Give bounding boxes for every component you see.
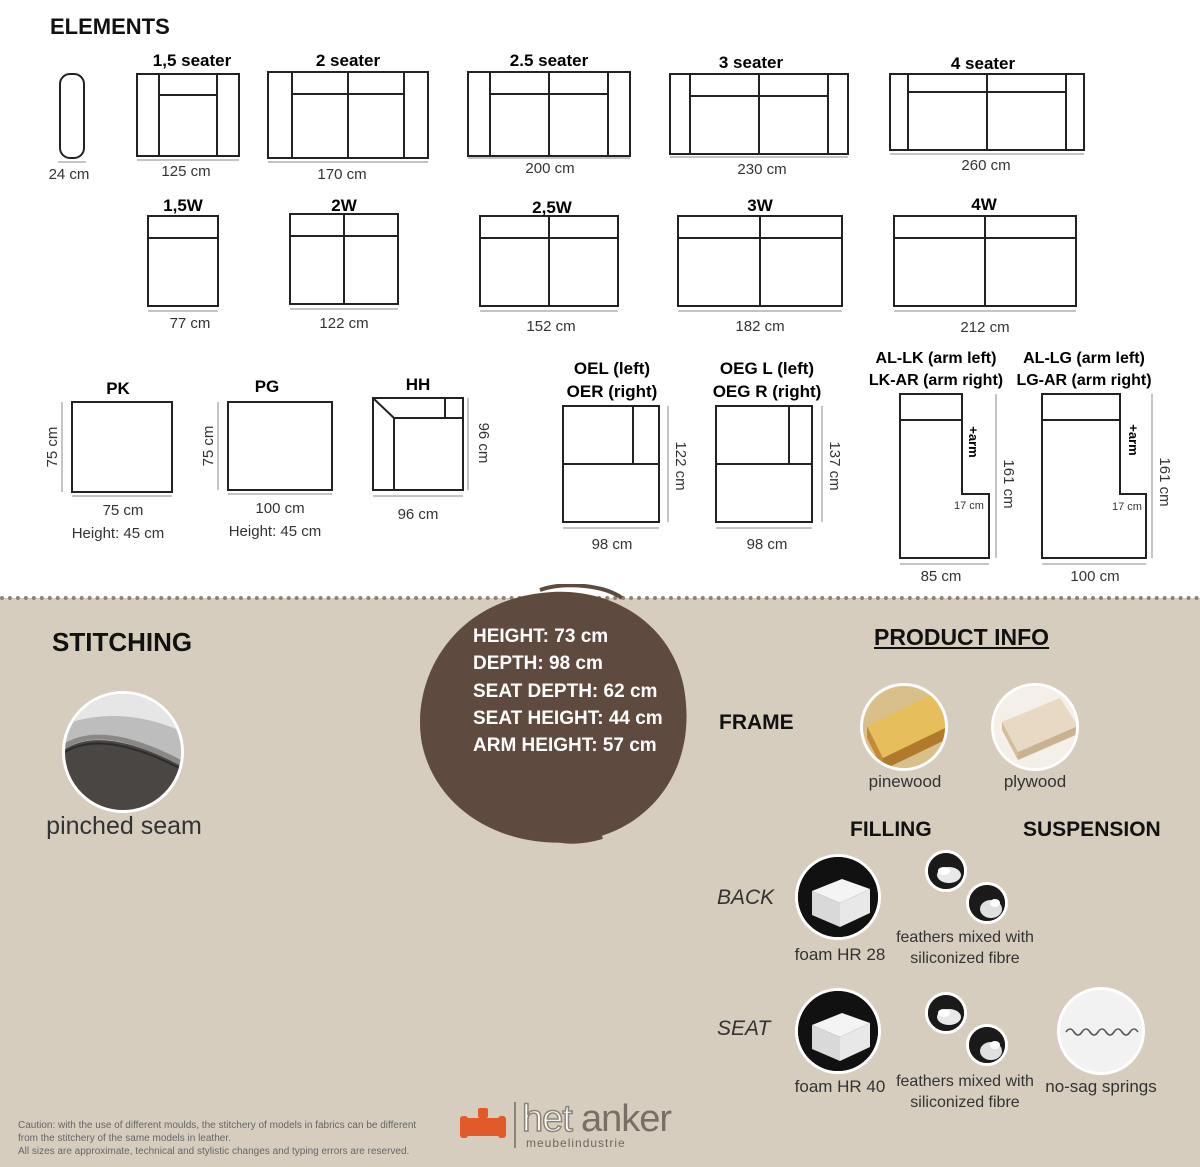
dim-4-seater: 260 cm (961, 157, 1011, 174)
foam-hr28-image (795, 854, 881, 940)
brand-het: het (522, 1098, 572, 1140)
title-pg: PG (254, 377, 280, 396)
caution-line2: from the stitchery of the same models in leather. (18, 1133, 231, 1144)
title-oeg-2: OEG R (right) (712, 382, 822, 401)
title-3-seater: 3 seater (718, 53, 784, 72)
dim-oeg-side: 137 cm (826, 441, 843, 491)
dim-al-lg-side: 161 cm (1156, 457, 1173, 507)
feather-icon-2 (966, 882, 1008, 924)
plywood-label: plywood (1003, 772, 1067, 791)
pinewood-label: pinewood (868, 772, 942, 791)
title-al-lk-2: LK-AR (arm right) (868, 372, 1004, 389)
element-3w (678, 216, 842, 306)
dim-al-lk-bottom: 85 cm (920, 568, 962, 585)
dim-pk-bottom: 75 cm (102, 502, 144, 519)
dim-2-5w: 152 cm (526, 318, 576, 335)
element-al-lg (1042, 394, 1146, 558)
dim-hh-side: 96 cm (475, 422, 492, 464)
suspension-heading: SUSPENSION (1023, 818, 1161, 841)
sofa-2-5-seater (468, 72, 630, 156)
product-info-heading: PRODUCT INFO (874, 624, 1050, 650)
dim-al-lg-bottom: 100 cm (1070, 568, 1120, 585)
sofa-logo-icon (460, 1106, 506, 1140)
sofa-3-seater (670, 74, 848, 154)
title-pk: PK (106, 379, 130, 398)
element-oel (563, 406, 659, 522)
seat-feathers-line1: feathers mixed with (896, 1073, 1034, 1090)
pinched-seam-image (62, 691, 184, 813)
element-al-lk (900, 394, 989, 558)
foam-hr40-image (795, 988, 881, 1074)
dim-oel-bottom: 98 cm (591, 536, 633, 553)
element-1-5w (148, 216, 218, 306)
foam-hr28-label: foam HR 28 (794, 945, 886, 964)
dim-4w: 212 cm (960, 319, 1010, 336)
dim-2-5-seater: 200 cm (525, 160, 575, 177)
feather-icon-1 (925, 850, 967, 892)
dim-pk-side: 75 cm (44, 426, 61, 468)
element-4w (894, 216, 1076, 306)
height-pg: Height: 45 cm (228, 523, 322, 540)
title-3w: 3W (747, 196, 773, 215)
pinewood-image (860, 683, 948, 771)
dim-pg-bottom: 100 cm (255, 500, 305, 517)
element-oeg (716, 406, 812, 522)
title-4-seater: 4 seater (950, 54, 1016, 73)
title-2-seater: 2 seater (315, 51, 381, 70)
title-2-5-seater: 2.5 seater (509, 51, 589, 70)
no-sag-springs-image (1057, 987, 1145, 1075)
dim-2w: 122 cm (319, 315, 369, 332)
pinched-seam-label: pinched seam (46, 812, 202, 840)
dim-3-seater: 230 cm (737, 161, 787, 178)
caution-line3: All sizes are approximate, technical and stylistic changes and typing errors are reserved. (18, 1146, 410, 1157)
element-2-5w (480, 216, 618, 306)
element-hh (373, 398, 463, 490)
brand-anker: anker (581, 1098, 672, 1140)
title-2w: 2W (331, 196, 357, 215)
title-2-5w: 2,5W (532, 198, 572, 217)
spec-seat-depth: SEAT DEPTH: 62 cm (473, 681, 658, 702)
foam-hr40-label: foam HR 40 (794, 1077, 886, 1096)
title-1-5w: 1,5W (163, 196, 203, 215)
filling-heading: FILLING (850, 818, 932, 841)
title-oel-2: OER (right) (566, 382, 658, 401)
notch-al-lg: 17 cm (1112, 501, 1142, 513)
no-sag-springs-label: no-sag springs (1045, 1077, 1157, 1096)
dim-2-seater: 170 cm (317, 166, 367, 183)
dim-al-lk-side: 161 cm (1000, 459, 1017, 509)
stitching-heading: STITCHING (52, 627, 193, 657)
dim-arm: 24 cm (48, 166, 90, 183)
dim-hh-bottom: 96 cm (397, 506, 439, 523)
back-feathers-line1: feathers mixed with (896, 929, 1034, 946)
dim-1-5w: 77 cm (169, 315, 211, 332)
element-2w (290, 214, 398, 304)
element-pg (228, 402, 332, 490)
dim-oeg-bottom: 98 cm (746, 536, 788, 553)
title-oeg-1: OEG L (left) (719, 359, 815, 378)
seat-feathers-line2: siliconized fibre (910, 1094, 1020, 1111)
title-al-lg-2: LG-AR (arm right) (1016, 372, 1152, 389)
seat-label: SEAT (717, 1017, 771, 1040)
title-hh: HH (405, 375, 431, 394)
feather-icon-4 (966, 1024, 1008, 1066)
title-al-lk-1: AL-LK (arm left) (875, 350, 997, 367)
notch-al-lk: 17 cm (954, 500, 984, 512)
brand-divider (514, 1102, 516, 1148)
sofa-4-seater (890, 74, 1084, 150)
spec-seat-height: SEAT HEIGHT: 44 cm (473, 708, 663, 729)
frame-label: FRAME (719, 711, 794, 734)
dim-oel-side: 122 cm (672, 441, 689, 491)
height-pk: Height: 45 cm (71, 525, 165, 542)
arm-note-al-lk: +arm (966, 426, 981, 458)
title-al-lg-1: AL-LG (arm left) (1023, 350, 1145, 367)
plywood-image (991, 683, 1079, 771)
spec-depth: DEPTH: 98 cm (473, 653, 603, 674)
arm-element (60, 74, 84, 158)
sofa-1-5-seater (137, 74, 239, 156)
dim-pg-side: 75 cm (200, 425, 217, 467)
spec-height: HEIGHT: 73 cm (473, 626, 609, 647)
caution-line1: Caution: with the use of different moulds, the stitchery of models in fabrics can be different (18, 1120, 417, 1131)
title-1-5-seater: 1,5 seater (152, 51, 232, 70)
brand-subtitle: meubelindustrie (526, 1136, 626, 1150)
back-label: BACK (717, 886, 775, 909)
element-pk (72, 402, 172, 492)
arm-note-al-lg: +arm (1126, 424, 1141, 456)
spec-arm-height: ARM HEIGHT: 57 cm (473, 735, 657, 756)
dim-3w: 182 cm (735, 318, 785, 335)
sofa-2-seater (268, 72, 428, 158)
dim-1-5-seater: 125 cm (161, 163, 211, 180)
brand-logo (460, 1098, 710, 1154)
title-oel-1: OEL (left) (573, 359, 651, 378)
feather-icon-3 (925, 992, 967, 1034)
elements-heading: ELEMENTS (50, 14, 170, 39)
title-4w: 4W (971, 195, 997, 214)
back-feathers-line2: siliconized fibre (910, 950, 1020, 967)
